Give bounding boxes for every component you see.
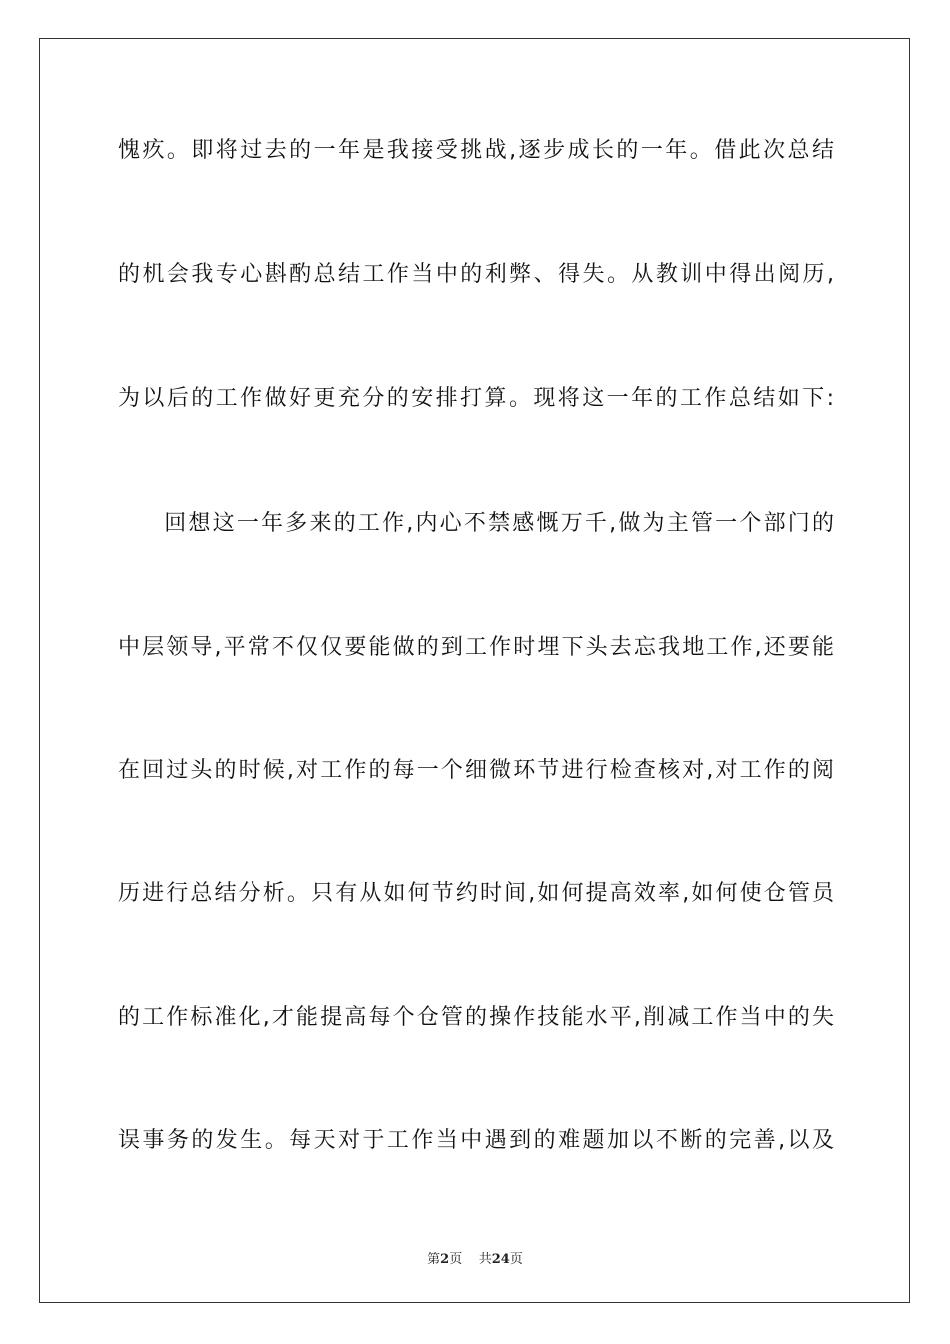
text-line-6: 在回过头的时候,对工作的每一个细微环节进行检查核对,对工作的阅 bbox=[118, 758, 834, 783]
text-line-8: 的工作标准化,才能提高每个仓管的操作技能水平,削减工作当中的失 bbox=[118, 1005, 834, 1030]
page-prefix: 第 bbox=[427, 1252, 441, 1267]
text-line-4: 回想这一年多来的工作,内心不禁感慨万千,做为主管一个部门的 bbox=[162, 511, 834, 536]
text-line-5: 中层领导,平常不仅仅要能做的到工作时埋下头去忘我地工作,还要能 bbox=[118, 635, 834, 660]
text-line-9: 误事务的发生。每天对于工作当中遇到的难题加以不断的完善,以及 bbox=[118, 1128, 834, 1153]
page-border bbox=[39, 38, 910, 1303]
text-line-2: 的机会我专心斟酌总结工作当中的利弊、得失。从教训中得出阅历, bbox=[118, 262, 834, 287]
text-line-1: 愧疚。即将过去的一年是我接受挑战,逐步成长的一年。借此次总结 bbox=[118, 138, 834, 163]
total-prefix: 共 bbox=[478, 1252, 492, 1267]
page-suffix: 页 bbox=[449, 1252, 463, 1267]
total-suffix: 页 bbox=[509, 1252, 523, 1267]
text-line-7: 历进行总结分析。只有从如何节约时间,如何提高效率,如何使仓管员 bbox=[118, 881, 834, 906]
text-line-3: 为以后的工作做好更充分的安排打算。现将这一年的工作总结如下: bbox=[118, 386, 834, 411]
page-number: 2 bbox=[440, 1252, 450, 1267]
paragraph-start-line bbox=[118, 509, 834, 539]
page-footer bbox=[0, 1248, 950, 1267]
total-pages: 24 bbox=[491, 1252, 510, 1267]
